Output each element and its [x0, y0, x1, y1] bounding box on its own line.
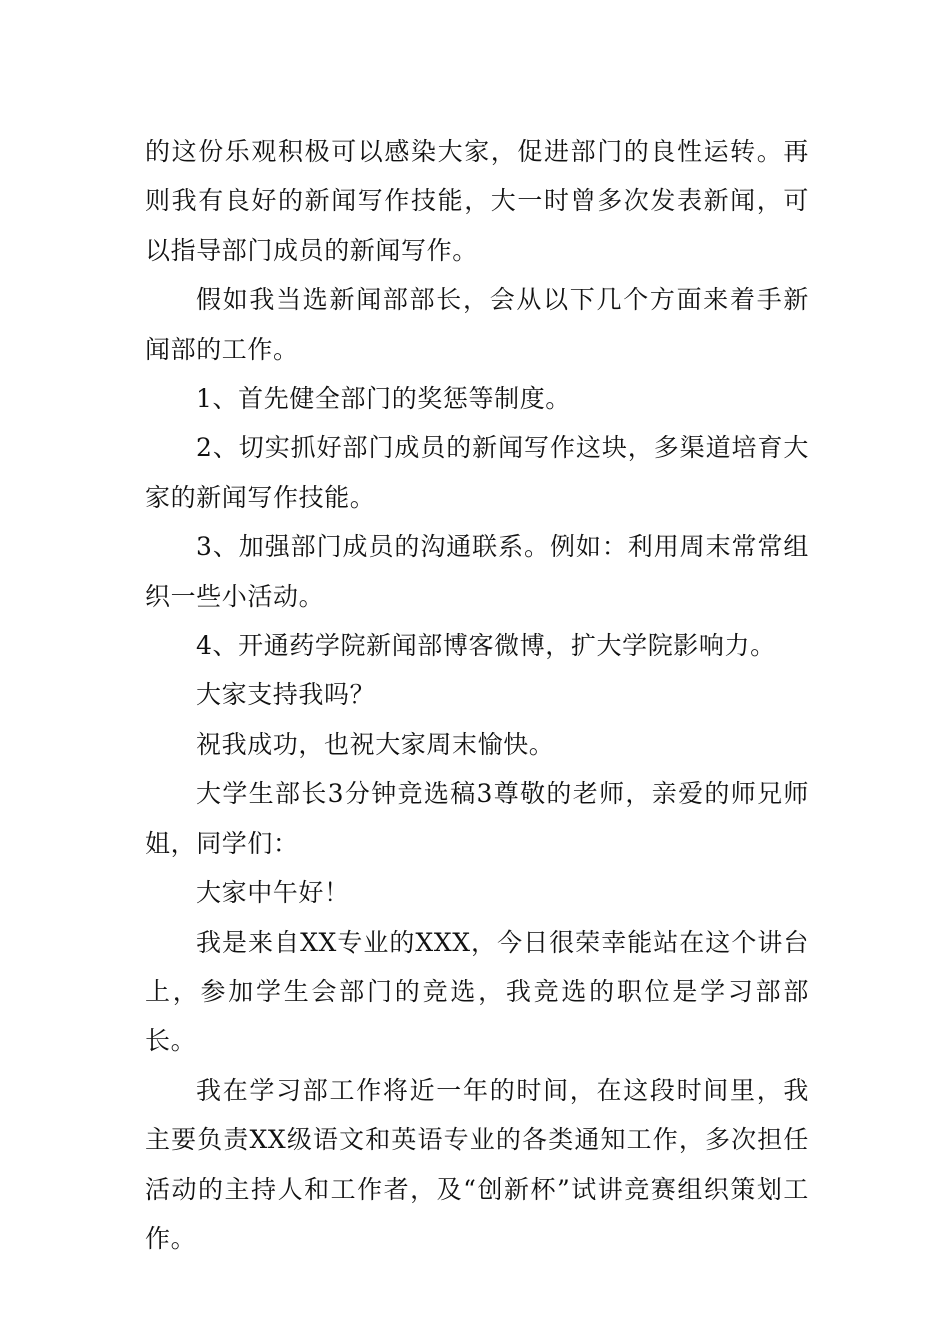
- paragraph-8: 祝我成功，也祝大家周末愉快。: [196, 729, 555, 759]
- paragraph-4: 2、切实抓好部门成员的新闻写作这块，多渠道培育大家的新闻写作技能。: [145, 433, 809, 512]
- paragraph-10: 大家中午好！: [196, 878, 350, 908]
- paragraph-1: 的这份乐观积极可以感染大家，促进部门的良性运转。再则我有良好的新闻写作技能，大一时曾多次发表新闻，可以指导部门成员的新闻写作。: [145, 137, 809, 265]
- paragraph-2: 假如我当选新闻部部长，会从以下几个方面来着手新闻部的工作。: [145, 285, 809, 364]
- paragraph-7: 大家支持我吗？: [196, 680, 376, 710]
- document-body: [145, 127, 809, 1263]
- paragraph-11: 我是来自XX专业的XXX，今日很荣幸能站在这个讲台上，参加学生会部门的竞选，我竞选的职位是学习部部长。: [145, 927, 809, 1056]
- paragraph-12: 我在学习部工作将近一年的时间，在这段时间里，我主要负责XX级语文和英语专业的各类通知工作，多次担任活动的主持人和工作者，及“创新杯”试讲竞赛组织策划工作。: [145, 1075, 809, 1253]
- paragraph-5: 3、加强部门成员的沟通联系。例如：利用周末常常组织一些小活动。: [145, 532, 809, 611]
- paragraph-3: 1、首先健全部门的奖惩等制度。: [196, 384, 571, 414]
- paragraph-9: 大学生部长3分钟竞选稿3尊敬的老师，亲爱的师兄师姐，同学们：: [145, 779, 809, 858]
- paragraph-6: 4、开通药学院新闻部博客微博，扩大学院影响力。: [196, 631, 776, 661]
